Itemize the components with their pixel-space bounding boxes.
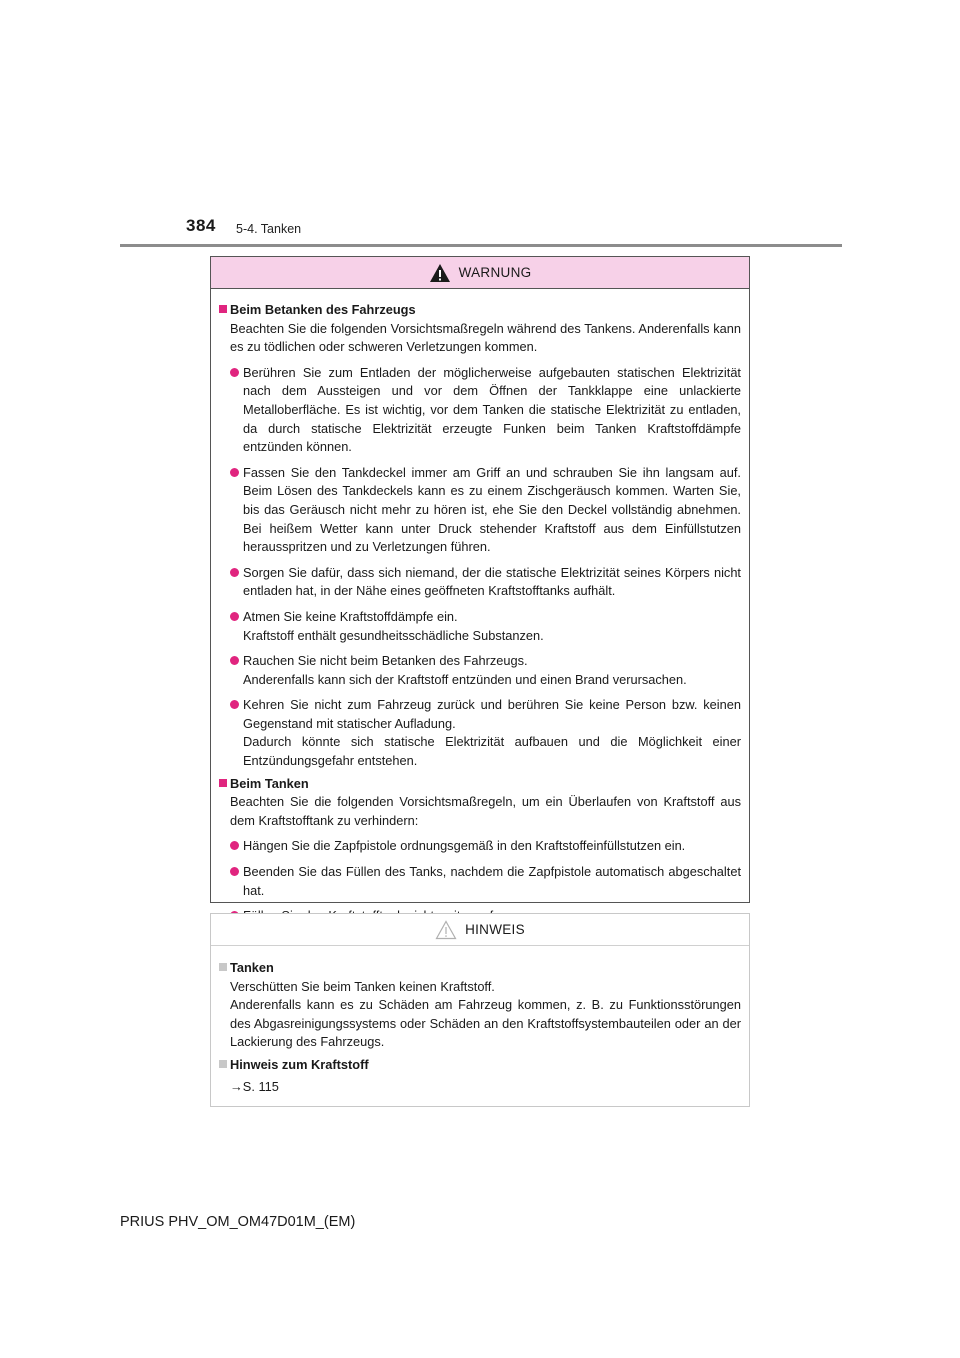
square-bullet-icon bbox=[219, 305, 227, 313]
warning-box bbox=[210, 256, 750, 903]
round-bullet-icon bbox=[230, 700, 239, 709]
round-bullet-icon bbox=[230, 568, 239, 577]
list-item: Kehren Sie nicht zum Fahrzeug zurück und berühren Sie keine Person bzw. keinen Gegenstand mit statischer Aufladung. Dadurch könnte sich statische Elektrizität aufbauen und die Möglichkeit einer Entzündungsgefahr entstehen. bbox=[219, 696, 741, 770]
notice-triangle-icon bbox=[435, 920, 457, 940]
round-bullet-icon bbox=[230, 841, 239, 850]
round-bullet-icon bbox=[230, 368, 239, 377]
warning-heading-refuel: Beim Betanken des Fahrzeugs bbox=[219, 301, 741, 320]
section-title: 5-4. Tanken bbox=[236, 222, 302, 236]
header-rule bbox=[120, 244, 842, 247]
square-bullet-icon bbox=[219, 963, 227, 971]
notice-title: HINWEIS bbox=[465, 922, 525, 937]
list-item: Sorgen Sie dafür, dass sich niemand, der die statische Elektrizität seines Körpers nicht entladen hat, in der Nähe eines geöffneten Kraftstofftanks aufhält. bbox=[219, 564, 741, 601]
round-bullet-icon bbox=[230, 656, 239, 665]
warning-body bbox=[211, 289, 749, 926]
square-bullet-icon bbox=[219, 1060, 227, 1068]
round-bullet-icon bbox=[230, 867, 239, 876]
list-item: Atmen Sie keine Kraftstoffdämpfe ein. Kraftstoff enthält gesundheitsschädliche Substanzen. bbox=[219, 608, 741, 645]
warning-intro-refuel: Beachten Sie die folgenden Vorsichtsmaßregeln während des Tankens. Anderenfalls kann es zu tödlichen oder schweren Verletzungen kommen. bbox=[230, 320, 741, 355]
notice-header bbox=[211, 914, 749, 946]
page-reference: →S. 115 bbox=[230, 1078, 279, 1094]
page-number: 384 bbox=[186, 216, 216, 235]
list-item: Rauchen Sie nicht beim Betanken des Fahrzeugs. Anderenfalls kann sich der Kraftstoff entzünden und einen Brand verursachen. bbox=[219, 652, 741, 689]
notice-box bbox=[210, 913, 750, 1107]
round-bullet-icon bbox=[230, 612, 239, 621]
notice-heading-tanken: Tanken bbox=[219, 959, 741, 978]
list-item: Beenden Sie das Füllen des Tanks, nachdem die Zapfpistole automatisch abgeschaltet hat. bbox=[219, 863, 741, 900]
warning-triangle-icon bbox=[429, 263, 451, 283]
notice-body bbox=[211, 946, 749, 1096]
list-item: Hängen Sie die Zapfpistole ordnungsgemäß in den Kraftstoffeinfüllstutzen ein. bbox=[219, 837, 741, 856]
warning-header bbox=[211, 257, 749, 289]
footer-document-id: PRIUS PHV_OM_OM47D01M_(EM) bbox=[120, 1214, 356, 1230]
list-item: Fassen Sie den Tankdeckel immer am Griff an und schrauben Sie ihn langsam auf. Beim Lösen des Tankdeckels kann es zu einem Zischgeräusch kommen. Warten Sie, bis das Geräusch nicht mehr zu hören ist, ehe Sie den Deckel vollständig abnehmen. Bei heißem Wetter kann unter Druck stehender Kraftstoff aus dem Einfüllstutzen herausspritzen und zu Verletzungen führen. bbox=[219, 464, 741, 557]
notice-text: Verschütten Sie beim Tanken keinen Kraftstoff. Anderenfalls kann es zu Schäden am Fahrzeug kommen, z. B. zu Funktionsstörungen des Abgasreinigungssystems oder Schäden an den Kraftstoffsystembauteilen oder an der Lackierung des Fahrzeugs. bbox=[230, 978, 741, 1050]
round-bullet-icon bbox=[230, 468, 239, 477]
list-item: Berühren Sie zum Entladen der möglicherweise aufgebauten statischen Elektrizität nach dem Aussteigen und vor dem Öffnen der Tankklappe eine unlackierte Metalloberfläche. Es ist wichtig, vor dem Tanken die statische Elektrizität zu entladen, da durch statische Elektrizität erzeugte Funken beim Tanken Kraftstoffdämpfe entzünden können. bbox=[219, 364, 741, 457]
square-bullet-icon bbox=[219, 779, 227, 787]
notice-heading-fuel: Hinweis zum Kraftstoff bbox=[219, 1056, 741, 1075]
warning-intro-tanken: Beachten Sie die folgenden Vorsichtsmaßregeln, um ein Überlaufen von Kraftstoff aus dem Kraftstofftank zu verhindern: bbox=[230, 794, 741, 828]
warning-heading-tanken: Beim Tanken bbox=[219, 775, 741, 794]
warning-title: WARNUNG bbox=[458, 265, 532, 280]
